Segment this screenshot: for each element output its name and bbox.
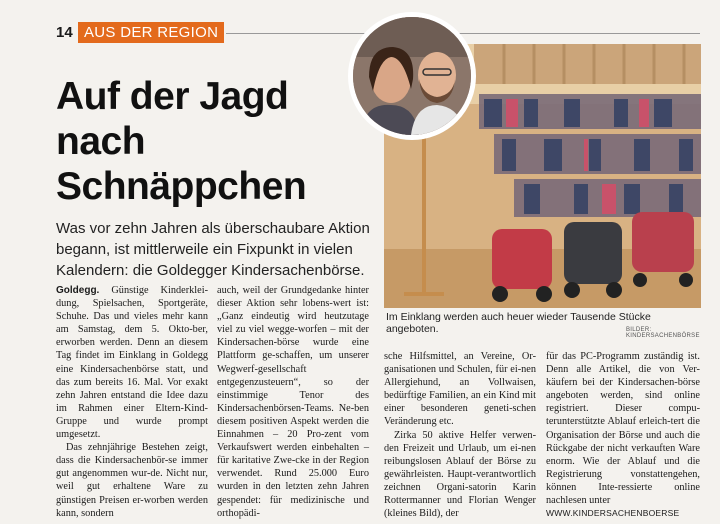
section-label: AUS DER REGION: [78, 22, 224, 43]
article-column-2: [217, 284, 369, 520]
article-column-3: [384, 350, 536, 520]
header-rule: [226, 33, 700, 34]
article-headline: Auf der Jagd nach Schnäppchen: [56, 75, 307, 208]
page-number: 14: [56, 24, 73, 41]
body-paragraph: Zirka 50 aktive Helfer verwen-den Freizeit und Urlaub, um ei-nen reibungslosen Ablauf der Börse zu gewährleisten. Haupt-verantwortlich zeichnen Organi-satorin Karin Rottermanner und Florian Wenger (kleines Bild), der: [384, 429, 536, 520]
article-lead: Was vor zehn Jahren als überschaubare Aktion begann, ist mittlerweile ein Fixpunkt in vielen Kalendern: die Goldegger Kindersachenbörse.: [56, 220, 370, 279]
body-paragraph: sche Hilfsmittel, an Vereine, Or-ganisationen und Schulen, für ei-nen Allergiehund, an Vollwaisen, bedürftige Familien, an ein Kind mit einer besonderen geneti-schen Veränderung etc.: [384, 351, 536, 428]
body-paragraph: für das PC-Programm zuständig ist. Denn alle Artikel, die von Ver-käufern bei der Kindersachen-börse angeboten werden, sind online registriert. Dieser compu-terunterstützte Ablauf erleich-tert die Organisation der Börse und auch die Rückgabe der nicht verkauften Ware enorm. Wie der Ablauf und die Registrierung vonstattengehen, können Inte-ressierte online nachlesen unter: [546, 351, 700, 507]
inset-portrait-photo: [348, 12, 476, 140]
photo-credit: BILDER: KINDERSACHENBÖRSE: [626, 327, 700, 339]
article-column-1: [56, 284, 208, 520]
photo-caption: Im Einklang werden auch heuer wieder Tausende Stücke angeboten.: [386, 311, 651, 335]
body-text: Günstige Kinderklei-dung, Spielsachen, Sportgeräte, Schuhe. Das und vieles mehr kann am Samstag, dem 5. Okto-ber, erworben werden. Denn an diesem Tag findet im Einklang in Goldegg eine Kindersachenbörse statt, und das zum bereits 16. Mal. Vor exakt zehn Jahren entstand die Idee dazu im Rahmen einer Eltern-Kind-Gruppe und wurde prompt umgesetzt.: [56, 285, 209, 441]
website-url: WWW.KINDERSACHENBOERSE: [546, 508, 680, 519]
body-paragraph: Das zehnjährige Bestehen zeigt, dass die Kindersachenbör-se immer gut angenommen wur-de. Nicht nur, weil gut erhaltene Ware zu günstigen Preisen er-worben werden kann, sondern: [56, 442, 208, 519]
article-column-4: [546, 350, 700, 520]
dateline: Goldegg.: [56, 285, 100, 296]
body-paragraph: auch, weil der Grundgedanke hinter dieser Aktion sehr lobens-wert ist: „Ganz eindeutig wird heutzutage viel zu viel wegge-worfen – mit der Kindersachen-börse wurde eine Plattform ge-schaffen, um unserer Wegwerf-gesellschaft entgegenzusteuern“, so der einstimmige Tenor des Kindersachenbörsen-Teams. Ne-ben diesem positiven Aspekt werden die Einnahmen – 20 Pro-zent vom Verkaufswert werden einbehalten – für karitative Zwe-cke in der Region verwendet. Rund 25.000 Euro wurden in den letzten zehn Jahren gespendet: für medizinische und orthopädi-: [217, 285, 369, 519]
